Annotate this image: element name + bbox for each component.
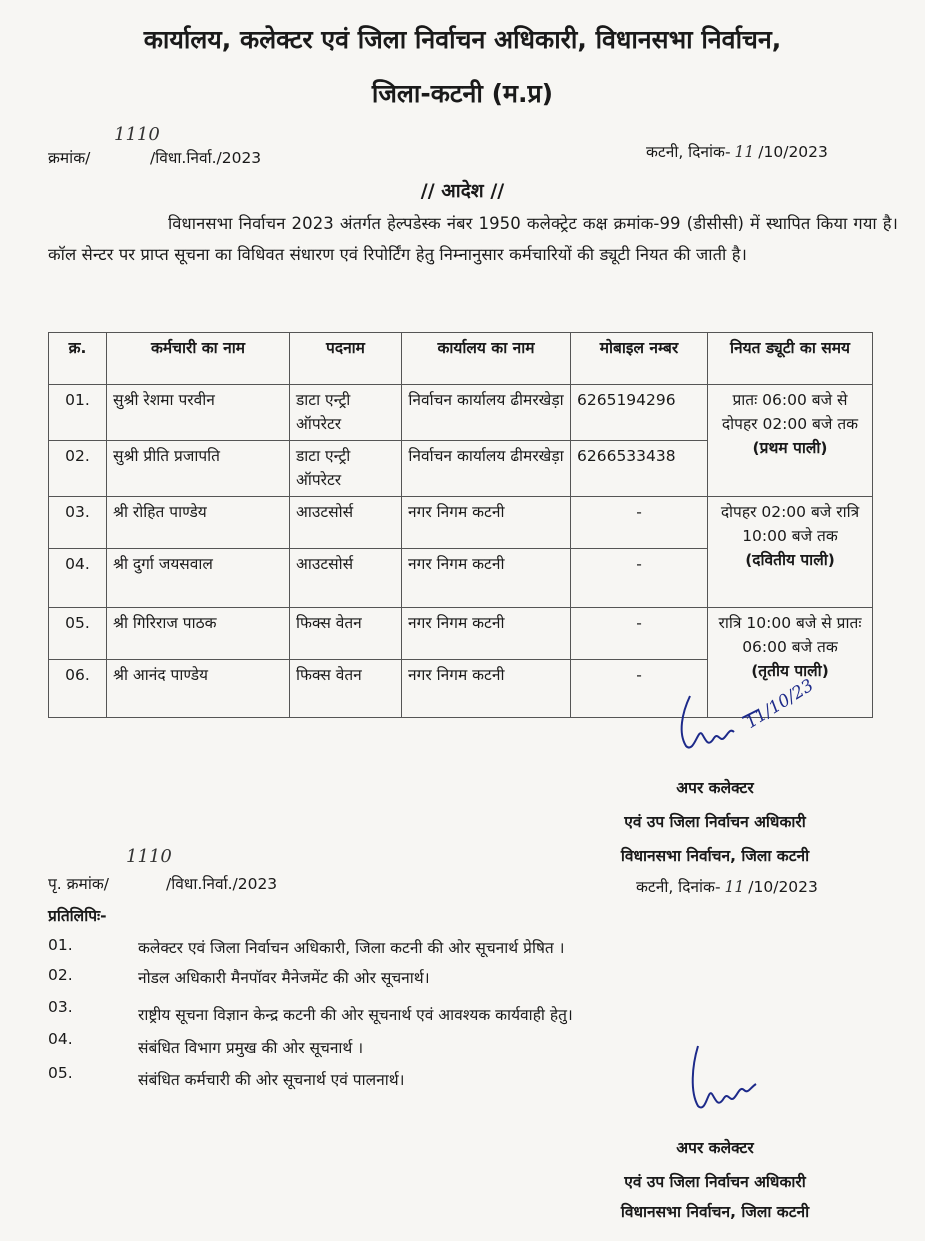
office-heading: कार्यालय, कलेक्टर एवं जिला निर्वाचन अधिकारी, विधानसभा निर्वाचन, xyxy=(143,25,782,54)
table-row xyxy=(49,497,873,549)
row-mobile: 6265194296 xyxy=(571,385,708,441)
table-row xyxy=(49,607,873,659)
copy-item-no: 02. xyxy=(48,966,73,984)
row-no: 05. xyxy=(49,607,107,659)
row-office: निर्वाचन कार्यालय ढीमरखेड़ा xyxy=(402,385,571,441)
copy-item-text: संबंधित विभाग प्रमुख की ओर सूचनार्थ । xyxy=(138,1039,364,1057)
ref-number-handwritten: 1110 xyxy=(114,124,160,145)
copy-item-text: कलेक्टर एवं जिला निर्वाचन अधिकारी, जिला कटनी की ओर सूचनार्थ प्रेषित । xyxy=(138,939,565,957)
row-office: नगर निगम कटनी xyxy=(402,659,571,717)
copy-item-no: 01. xyxy=(48,936,73,954)
signatory-office-1: विधानसभा निर्वाचन, जिला कटनी xyxy=(620,847,810,865)
copy-item-text: राष्ट्रीय सूचना विज्ञान केन्द्र कटनी की ओर सूचनार्थ एवं आवश्यक कार्यवाही हेतु। xyxy=(138,1006,573,1024)
row-name: श्री गिरिराज पाठक xyxy=(107,607,290,659)
endorsement-number-handwritten: 1110 xyxy=(126,846,172,867)
row-post: फिक्स वेतन xyxy=(290,659,402,717)
row-post: आउटसोर्स xyxy=(290,549,402,607)
shift-label: (प्रथम पाली) xyxy=(752,439,828,457)
copy-item-text: नोडल अधिकारी मैनपॉवर मैनेजमेंट की ओर सूचनार्थ। xyxy=(138,969,430,987)
row-no: 06. xyxy=(49,659,107,717)
ref-prefix: क्रमांक/ xyxy=(48,149,91,167)
row-name: श्री रोहित पाण्डेय xyxy=(107,497,290,549)
row-name: श्री दुर्गा जयसवाल xyxy=(107,549,290,607)
header-office: कार्यालय का नाम xyxy=(402,333,571,385)
row-mobile: 6266533438 xyxy=(571,441,708,497)
row-no: 04. xyxy=(49,549,107,607)
row-name: श्री आनंद पाण्डेय xyxy=(107,659,290,717)
signature-date-handwritten: 11/10/23 xyxy=(742,675,818,733)
signatory-role-1: एवं उप जिला निर्वाचन अधिकारी xyxy=(624,813,806,831)
endorsement-date-suffix: /10/2023 xyxy=(748,878,818,896)
copy-item-no: 03. xyxy=(48,998,73,1016)
ref-date-prefix: कटनी, दिनांक- xyxy=(646,143,731,161)
row-office: नगर निगम कटनी xyxy=(402,497,571,549)
ref-date-day: 11 xyxy=(734,143,755,161)
shift-cell-2 xyxy=(708,497,873,607)
signature-scribble-2 xyxy=(684,1040,764,1120)
table-row xyxy=(49,385,873,441)
row-office: नगर निगम कटनी xyxy=(402,549,571,607)
row-no: 01. xyxy=(49,385,107,441)
duty-table xyxy=(48,332,873,718)
row-mobile: - xyxy=(571,659,708,717)
endorsement-prefix: पृ. क्रमांक/ xyxy=(48,875,109,893)
header-sno: क्र. xyxy=(49,333,107,385)
header-duty-time: नियत ड्यूटी का समय xyxy=(708,333,873,385)
order-body: विधानसभा निर्वाचन 2023 अंतर्गत हेल्पडेस्क नंबर 1950 कलेक्ट्रेट कक्ष क्रमांक-99 (डीसीसी) में स्थापित किया गया है। कॉल सेन्टर पर प्राप्त सूचना का विधिवत संधारण एवं रिपोर्टिंग हेतु निम्नानुसार कर्मचारियों की ड्यूटी नियत की जाती है। xyxy=(48,214,898,264)
signatory-office-2: विधानसभा निर्वाचन, जिला कटनी xyxy=(620,1203,810,1221)
order-title: // आदेश // xyxy=(420,180,505,202)
endorsement-date-day: 11 xyxy=(724,878,745,896)
endorsement-date-prefix: कटनी, दिनांक- xyxy=(636,878,721,896)
row-post: डाटा एन्ट्री ऑपरेटर xyxy=(290,385,402,441)
table-header-row xyxy=(49,333,873,385)
header-post: पदनाम xyxy=(290,333,402,385)
row-post: डाटा एन्ट्री ऑपरेटर xyxy=(290,441,402,497)
row-no: 02. xyxy=(49,441,107,497)
row-name: सुश्री रेशमा परवीन xyxy=(107,385,290,441)
office-district: जिला-कटनी (म.प्र) xyxy=(371,79,554,108)
endorsement-suffix: /विधा.निर्वा./2023 xyxy=(166,875,278,893)
row-mobile: - xyxy=(571,607,708,659)
row-mobile: - xyxy=(571,549,708,607)
row-office: निर्वाचन कार्यालय ढीमरखेड़ा xyxy=(402,441,571,497)
row-office: नगर निगम कटनी xyxy=(402,607,571,659)
header-mobile: मोबाइल नम्बर xyxy=(571,333,708,385)
signatory-designation-1: अपर कलेक्टर xyxy=(676,779,754,797)
row-name: सुश्री प्रीति प्रजापति xyxy=(107,441,290,497)
shift-time: दोपहर 02:00 बजे रात्रि 10:00 बजे तक xyxy=(720,503,860,546)
shift-label: (दवितीय पाली) xyxy=(745,551,835,570)
endorsement-date xyxy=(636,875,818,897)
copy-item-text: संबंधित कर्मचारी की ओर सूचनार्थ एवं पालनार्थ। xyxy=(138,1071,405,1089)
row-post: फिक्स वेतन xyxy=(290,607,402,659)
row-mobile: - xyxy=(571,497,708,549)
shift-label: (तृतीय पाली) xyxy=(751,661,829,680)
row-post: आउटसोर्स xyxy=(290,497,402,549)
shift-cell-1 xyxy=(708,385,873,497)
ref-date-suffix: /10/2023 xyxy=(758,143,828,161)
header-name: कर्मचारी का नाम xyxy=(107,333,290,385)
row-no: 03. xyxy=(49,497,107,549)
copy-heading: प्रतिलिपिः- xyxy=(48,907,107,925)
ref-date xyxy=(646,140,828,162)
shift-time: प्रातः 06:00 बजे से दोपहर 02:00 बजे तक xyxy=(721,391,859,433)
ref-suffix: /विधा.निर्वा./2023 xyxy=(150,149,262,167)
signatory-role-2: एवं उप जिला निर्वाचन अधिकारी xyxy=(624,1173,806,1191)
shift-time: रात्रि 10:00 बजे से प्रातः 06:00 बजे तक xyxy=(718,613,862,656)
copy-item-no: 05. xyxy=(48,1064,73,1082)
signatory-designation-2: अपर कलेक्टर xyxy=(676,1139,754,1157)
copy-item-no: 04. xyxy=(48,1030,73,1048)
